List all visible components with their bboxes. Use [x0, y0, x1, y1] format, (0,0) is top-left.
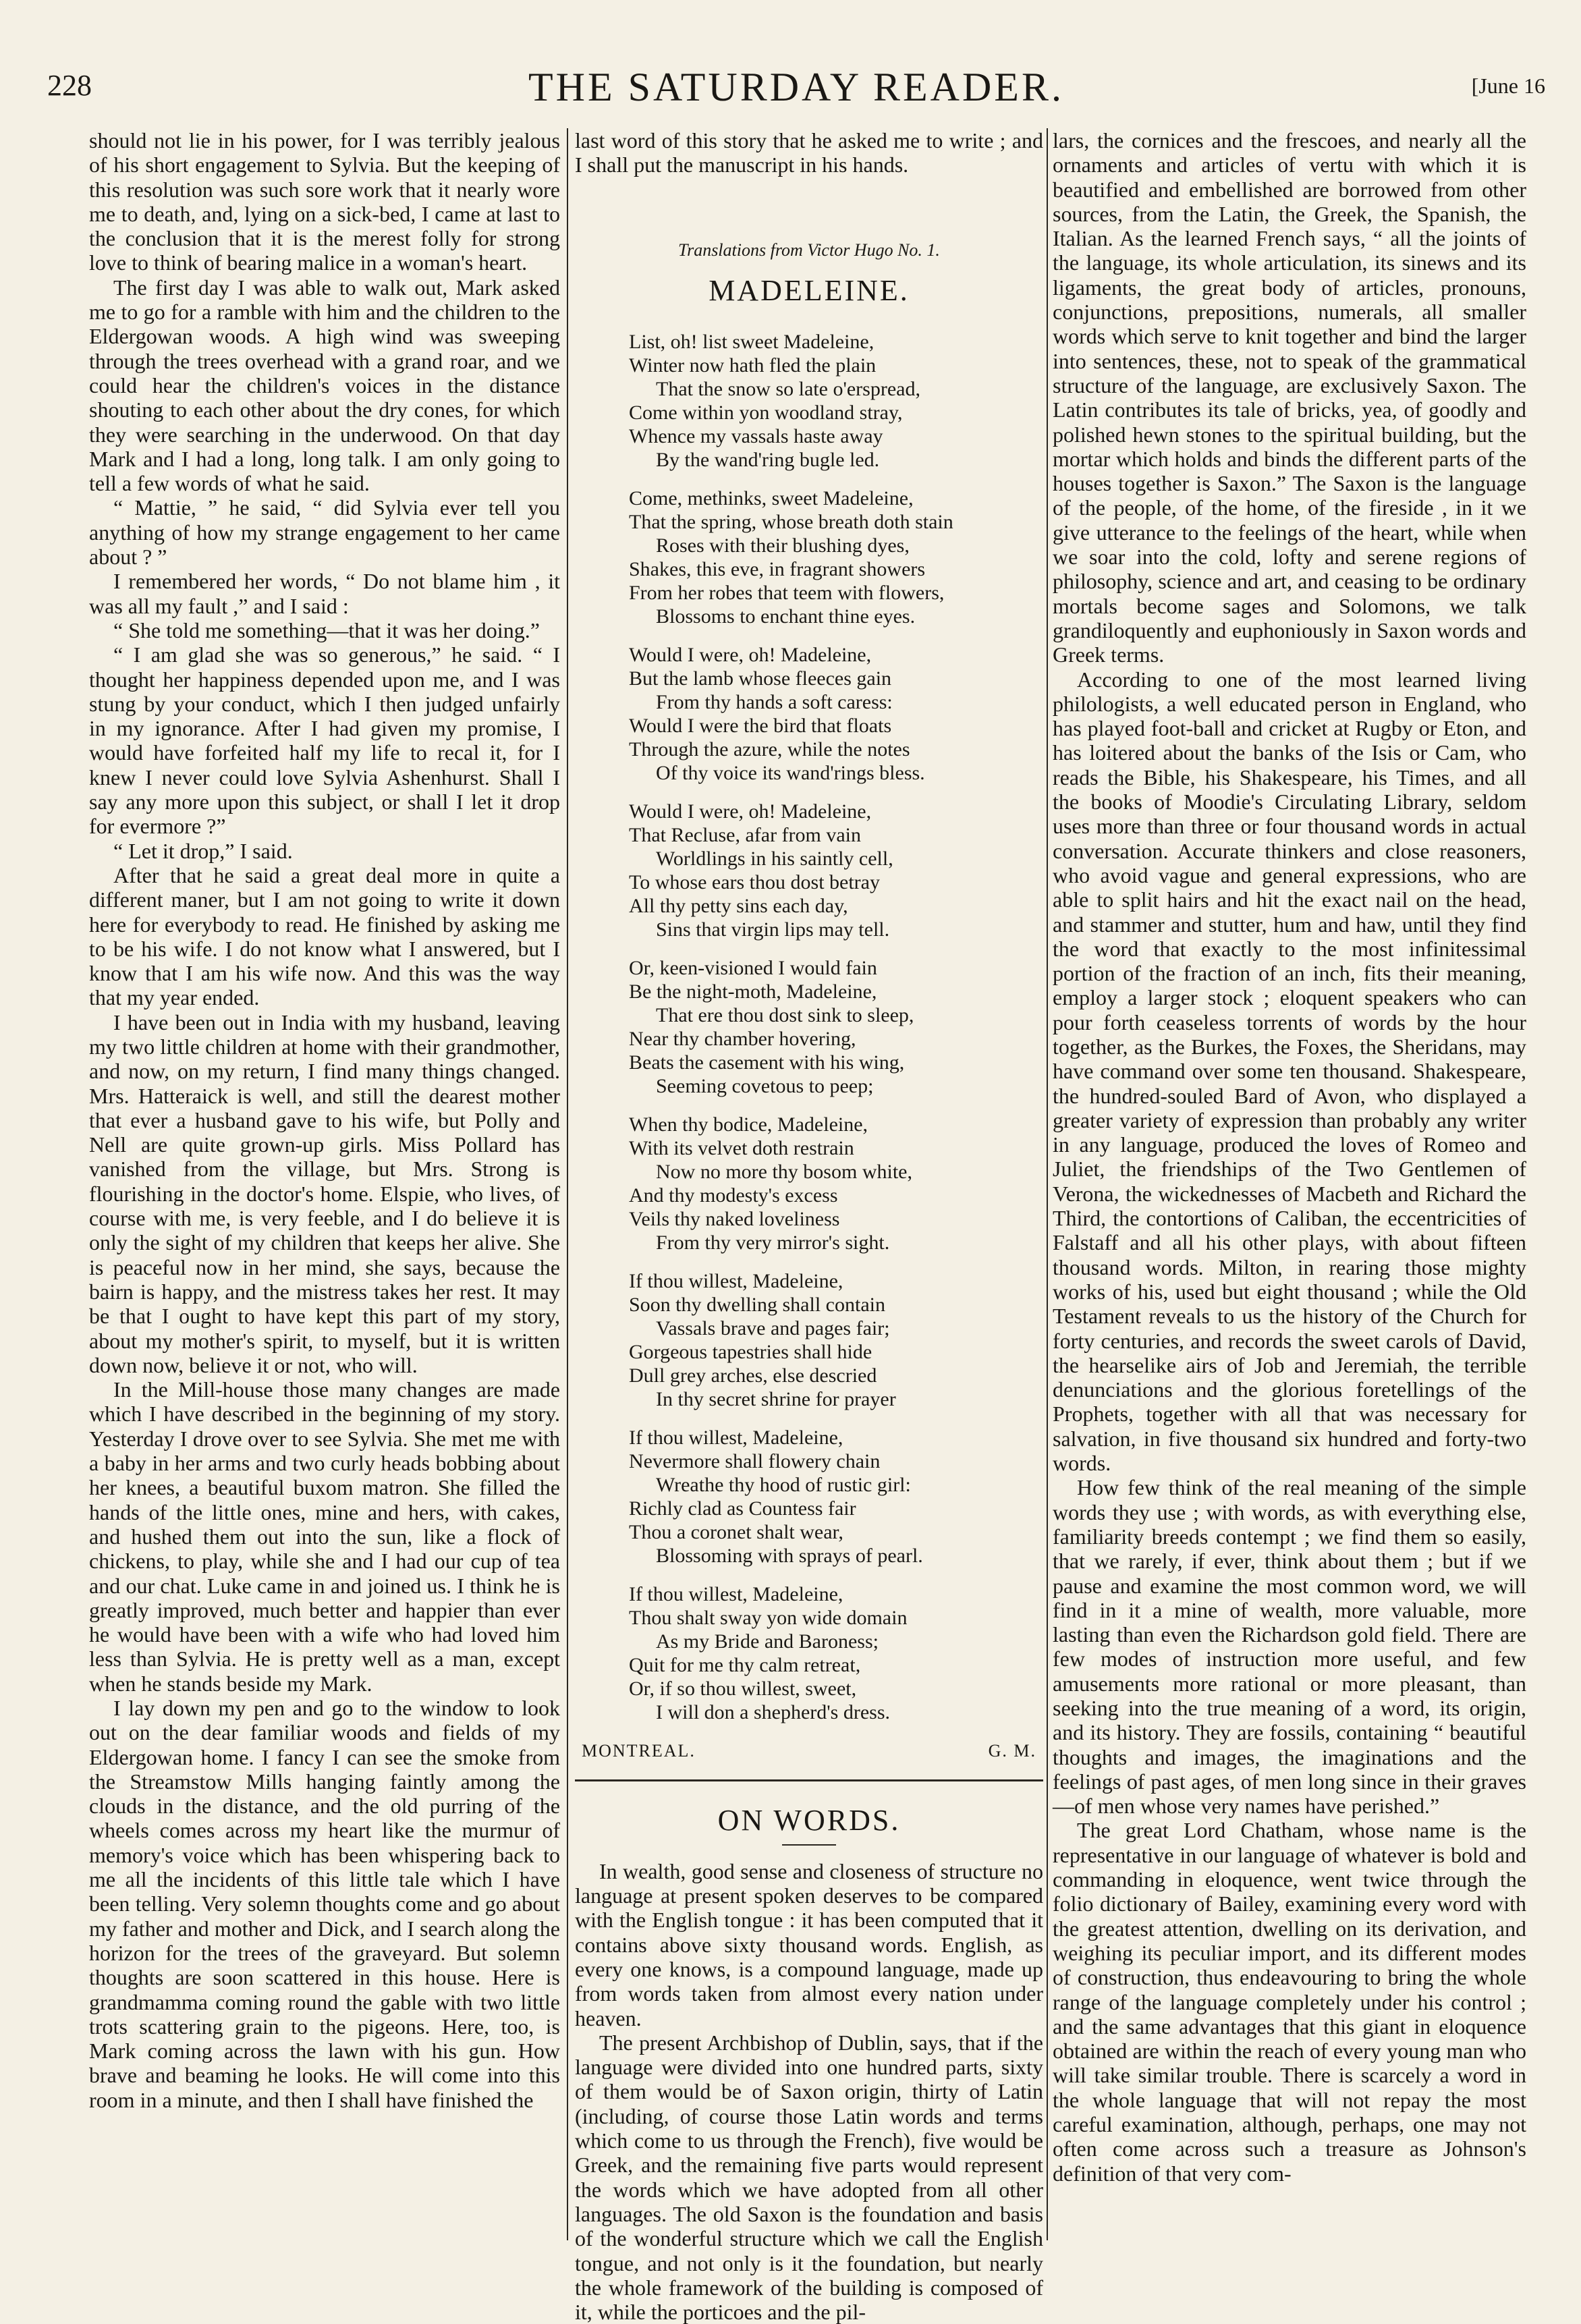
poem-line: That the snow so late o'erspread,: [656, 378, 920, 401]
poem-line: Winter now hath fled the plain: [629, 354, 877, 377]
poem-stanza: [629, 956, 1043, 1098]
column-3: [1053, 128, 1526, 2240]
paragraph: “ Let it drop,” I said.: [113, 838, 293, 863]
poem-line: I will don a shepherd's dress.: [656, 1701, 891, 1724]
poem-line: From her robes that teem with flowers,: [629, 582, 945, 605]
poem-title: MADELEINE.: [709, 273, 910, 307]
page-number: 228: [47, 69, 92, 102]
paragraph: “ She told me something—that it was her doing.”: [113, 617, 540, 642]
poem-line: Thou shalt sway yon wide domain: [629, 1607, 908, 1630]
translation-note: Translations from Victor Hugo No. 1.: [678, 240, 940, 260]
poem-line: Blossoms to enchant thine eyes.: [656, 605, 916, 628]
poem-line: Or, if so thou willest, sweet,: [629, 1678, 857, 1700]
page-header: [47, 64, 1545, 111]
poem-line: Near thy chamber hovering,: [629, 1028, 856, 1051]
poem-line: Would I were the bird that floats: [629, 715, 892, 738]
poem-line: With its velvet doth restrain: [629, 1137, 854, 1160]
poem-line: Would I were, oh! Madeleine,: [629, 644, 872, 667]
column-rule: [1047, 128, 1048, 2240]
poem-line: In thy secret shrine for prayer: [656, 1388, 896, 1411]
poem-line: As my Bride and Baroness;: [656, 1630, 879, 1653]
poem-line: If thou willest, Madeleine,: [629, 1583, 843, 1606]
poem-line: Worldlings in his saintly cell,: [656, 848, 893, 870]
poem-signoff: [582, 1739, 1036, 1763]
column-2: [575, 128, 1043, 2324]
poem-stanza: [629, 800, 1043, 941]
poem-line: If thou willest, Madeleine,: [629, 1270, 843, 1293]
paragraph: After that he said a great deal more in quite a different maner, but I am not going to write it down here for everybody to read. He finished by asking me to be his wife. I do not know what I answered, but I know that I am his wife now. And this was the way that my year ended.: [89, 862, 560, 1010]
poem-line: Or, keen-visioned I would fain: [629, 957, 877, 980]
paragraph: The first day I was able to walk out, Mark asked me to go for a ramble with him and the children to the Eldergowan woods. A high wind was sweeping through the trees overhead with a grand roar, and we could hear the children's voices in the distance shouting to each other about the dry cones, for which they were searching in the underwood. On that day Mark and I had a long, long talk. I am only going to tell a few words of what he said.: [89, 275, 560, 496]
paragraph: I remembered her words, “ Do not blame him , it was all my fault ,” and I said :: [89, 569, 560, 618]
poem-line: By the wand'ring bugle led.: [656, 449, 880, 472]
section-divider: [575, 1779, 1043, 1781]
poem-line: To whose ears thou dost betray: [629, 871, 880, 894]
poem-line: Gorgeous tapestries shall hide: [629, 1341, 872, 1364]
article-title: ON WORDS.: [717, 1804, 901, 1837]
paragraph: last word of this story that he asked me to write ; and I shall put the manuscript in his hands.: [575, 128, 1043, 177]
poem-line: From thy hands a soft caress:: [656, 691, 893, 714]
signoff-initials: G. M.: [988, 1741, 1036, 1761]
poem-line: Soon thy dwelling shall contain: [629, 1294, 885, 1317]
poem-line: From thy very mirror's sight.: [656, 1232, 890, 1254]
poem-line: Sins that virgin lips may tell.: [656, 918, 890, 941]
poem-line: Veils thy naked loveliness: [629, 1208, 840, 1231]
paragraph: The great Lord Chatham, whose name is the representative in our language of whatever is bold and commanding in eloquence, went twice through the folio dictionary of Bailey, examining every word with the greatest attention, dwelling on its derivation, and weighing its peculiar import, and its different modes of construction, thus endeavouring to bring the whole range of the language completely under his control ; and the same advantages that this giant in eloquence obtained are within the reach of every young man who will take similar trouble. There is scarcely a word in the whole language that will not repay the most careful examination, although, perhaps, one may not often come across such a treasure as Johnson's definition of that very com-: [1053, 1818, 1526, 2186]
poem-stanza: [629, 1269, 1043, 1411]
poem-line: But the lamb whose fleeces gain: [629, 667, 892, 690]
poem-stanza: [629, 330, 1043, 472]
poem-line: Beats the casement with his wing,: [629, 1051, 905, 1074]
title-rule: [782, 1844, 836, 1846]
poem-line: Be the night-moth, Madeleine,: [629, 980, 877, 1003]
paragraph: In wealth, good sense and closeness of structure no language at present spoken deserves to be compared with the English tongue : it has been computed that it contains above sixty thousand words. English, as every one knows, is a compound language, made up from words taken from almost every nation under heaven.: [575, 1858, 1043, 2030]
poem-stanza: [629, 643, 1043, 785]
poem-line: Dull grey arches, else descried: [629, 1364, 877, 1387]
poem-line: Seeming covetous to peep;: [656, 1075, 874, 1098]
poem-line: Whence my vassals haste away: [629, 425, 883, 448]
paragraph: In the Mill-house those many changes are made which I have described in the beginning of my story. Yesterday I drove over to see Sylvia. She met me with a baby in her arms and two curly heads bobbing about her knees, a beautiful buxom matron. She filled the hands of the little ones, mine and hers, with cakes, and hushed them out into the sun, like a flock of chickens, to play, while she and I had our cup of tea and our chat. Luke came in and joined us. I think he is greatly improved, much better and happier than ever he would have been with a wife who had loved him less than Sylvia. He is pretty well as a man, except when he stands beside my Mark.: [89, 1377, 560, 1696]
paragraph: “ Mattie, ” he said, “ did Sylvia ever tell you anything of how my strange engagement to her came about ? ”: [89, 495, 560, 570]
poem-line: That ere thou dost sink to sleep,: [656, 1004, 914, 1027]
poem-line: If thou willest, Madeleine,: [629, 1427, 843, 1449]
poem-line: Come within yon woodland stray,: [629, 402, 903, 424]
poem-line: Thou a coronet shalt wear,: [629, 1521, 843, 1544]
poem-stanza: [629, 1426, 1043, 1568]
column-rule: [567, 128, 568, 2240]
poem-line: Roses with their blushing dyes,: [656, 534, 910, 557]
poem-line: List, oh! list sweet Madeleine,: [629, 331, 875, 354]
poem-line: Shakes, this eve, in fragrant showers: [629, 558, 926, 581]
paragraph: should not lie in his power, for I was terribly jealous of his short engagement to Sylvia. But the keeping of this resolution was such sore work that it nearly wore me to death, and, lying on a sick-bed, I came at last to the conclusion that it is the merest folly for strong love to think of bearing malice in a woman's heart.: [89, 128, 560, 275]
poem-line: Of thy voice its wand'rings bless.: [656, 762, 925, 785]
poem-line: Now no more thy bosom white,: [656, 1161, 912, 1184]
poem-line: Would I were, oh! Madeleine,: [629, 800, 872, 823]
paragraph: I lay down my pen and go to the window to look out on the dear familiar woods and fields of my Eldergowan home. I fancy I can see the smoke from the Streamstow Mills hanging faintly among the clouds in the distance, and the old purring of the wheels comes across my heart like the murmur of memory's voice which has been whispering back to me all the incidents of this little tale which I have been telling. Very solemn thoughts come and go about my father and mother and Dick, and I search along the horizon for the trees of the graveyard. But solemn thoughts are soon scattered in this house. Here is grandmamma coming round the gable with two little trots scattering grain to the pigeons. Here, too, is Mark coming across the lawn with his gun. How brave and beaming he looks. He will come into this room in a minute, and then I shall have finished the: [89, 1696, 560, 2112]
column-1: [89, 128, 560, 2240]
poem-line: And thy modesty's excess: [629, 1184, 838, 1207]
poem-line: Richly clad as Countess fair: [629, 1497, 856, 1520]
paragraph: “ I am glad she was so generous,” he said. “ I thought her happiness depended upon me, and I was stung by your conduct, which I then judged unfairly in my ignorance. After I had given my promise, I would have forfeited half my life to recal it, for I knew I never could love Sylvia Ashenhurst. Shall I say any more upon this subject, or shall I let it drop for evermore ?”: [89, 642, 560, 839]
poem-line: All thy petty sins each day,: [629, 895, 848, 918]
poem-stanza: [629, 1113, 1043, 1254]
poem-line: Vassals brave and pages fair;: [656, 1317, 890, 1340]
masthead-title: THE SATURDAY READER.: [528, 65, 1064, 109]
poem-line: Blossoming with sprays of pearl.: [656, 1545, 923, 1568]
poem-line: Come, methinks, sweet Madeleine,: [629, 487, 914, 510]
paragraph: According to one of the most learned living philologists, a well educated person in England, who has played foot-ball and cricket at Rugby or Eton, and has loitered about the banks of the Isis or Cam, who reads the Bible, his Shakespeare, his Times, and all the books of Moodie's Circulating Library, seldom uses more than three or four thousand words in actual conversation. Accurate thinkers and close reasoners, who avoid vague and general expressions, who are able to split hairs and hit the exact nail on the head, and stammer and stutter, hum and haw, until they find the word that exactly to the most infinitessimal portion of the fraction of an inch, fits their meaning, employ a larger stock ; eloquent speakers who can pour forth ceaseless torrents of words by the hour together, as the Burkes, the Foxes, the Sheridans, may have command over some ten thousand. Shakespeare, the hundred-souled Bard of Avon, who displayed a greater variety of expression than probably any writer in any language, produced the loves of Romeo and Juliet, the friendships of the Two Gentlemen of Verona, the wickednesses of Macbeth and Richard the Third, the contortions of Caliban, the eccentricities of Falstaff and all his other plays, with about fifteen thousand words. Milton, in rearing those mighty works of his, used but eight thousand ; while the Old Testament reveals to us the history of the Church for forty centuries, and records the sweet carols of David, the hearselike airs of Job and Jeremiah, the terrible denunciations and the glorious foretellings of the Prophets, together with all that was necessary for salvation, in five thousand six hundred and forty-two words.: [1053, 667, 1526, 1476]
issue-date: [June 16: [1471, 74, 1545, 98]
paragraph: How few think of the real meaning of the simple words they use ; with words, as with everything else, familiarity breeds contempt ; we find them so easily, that we rarely, if ever, think about them ; but if we pause and examine the most common word, we will find in it a mine of wealth, more valuable, more lasting than even the Richardson gold field. There are few modes of instruction more useful, and few amusements more rational or more pleasant, than seeking into the true meaning of a word, its origin, and its history. They are fossils, containing “ beautiful thoughts and images, the imaginations and the feelings of past ages, of men long since in their graves—of men whose very names have perished.”: [1053, 1475, 1526, 1819]
poem-line: Nevermore shall flowery chain: [629, 1450, 881, 1473]
poem-line: That Recluse, afar from vain: [629, 824, 862, 847]
signoff-place: MONTREAL.: [582, 1741, 696, 1761]
paragraph: The present Archbishop of Dublin, says, that if the language were divided into one hundred parts, sixty of them would be of Saxon origin, thirty of Latin (including, of course those Latin words and terms which come to us through the French), five would be Greek, and the remaining five parts would represent the words which we have adopted from all other languages. The old Saxon is the foundation and basis of the wonderful structure which we call the English tongue, and not only is it the foundation, but nearly the whole framework of the building is composed of it, while the porticoes and the pil-: [575, 2030, 1043, 2324]
poem-stanza: [629, 487, 1043, 628]
paragraph: I have been out in India with my husband, leaving my two little children at home with their grandmother, and now, on my return, I find many things changed. Mrs. Hatteraick is well, and still the dearest mother that ever a husband gave to his wife, but Polly and Nell are quite grown-up girls. Miss Pollard has vanished from the village, but Mrs. Strong is flourishing in the doctor's home. Elspie, who lives, of course with me, is very feeble, and I do believe it is only the sight of my children that keeps her alive. She is peaceful now in her mind, she says, because the bairn is happy, and the mistress takes her rest. It may be that I ought to have kept this part of my story, about my mother's spirit, to myself, but it is written down now, believe it or not, who will.: [89, 1009, 560, 1377]
poem-line: Through the azure, while the notes: [629, 738, 910, 761]
poem-line: That the spring, whose breath doth stain: [629, 511, 953, 534]
poem-stanza: [629, 1582, 1043, 1724]
poem-line: Quit for me thy calm retreat,: [629, 1654, 861, 1677]
poem-line: When thy bodice, Madeleine,: [629, 1113, 868, 1136]
paragraph: lars, the cornices and the frescoes, and nearly all the ornaments and articles of vertu with which it is beautified and embellished are borrowed from other sources, from the Latin, the Greek, the Spanish, the Italian. As the learned French says, “ all the joints of the language, its whole articulation, its sinews and its ligaments, the great body of articles, pronouns, conjunctions, prepositions, numerals, all smaller words which serve to knit together and bind the larger into sentences, these, not to speak of the grammatical structure of the language, are exclusively Saxon. The Latin contributes its tale of bricks, yea, of goodly and polished hewn stones to the spiritual building, but the mortar which holds and binds the different parts of the houses together is Saxon.” The Saxon is the language of the people, of the home, of the fireside , in it we give utterance to the feelings of the heart, while when we soar into the cold, lofty and serene regions of philosophy, science and art, and ceasing to be ordinary mortals become sages and Solomons, we talk grandiloquently and euphoniously in Saxon words and Greek terms.: [1053, 128, 1526, 667]
poem-line: Wreathe thy hood of rustic girl:: [656, 1474, 911, 1497]
